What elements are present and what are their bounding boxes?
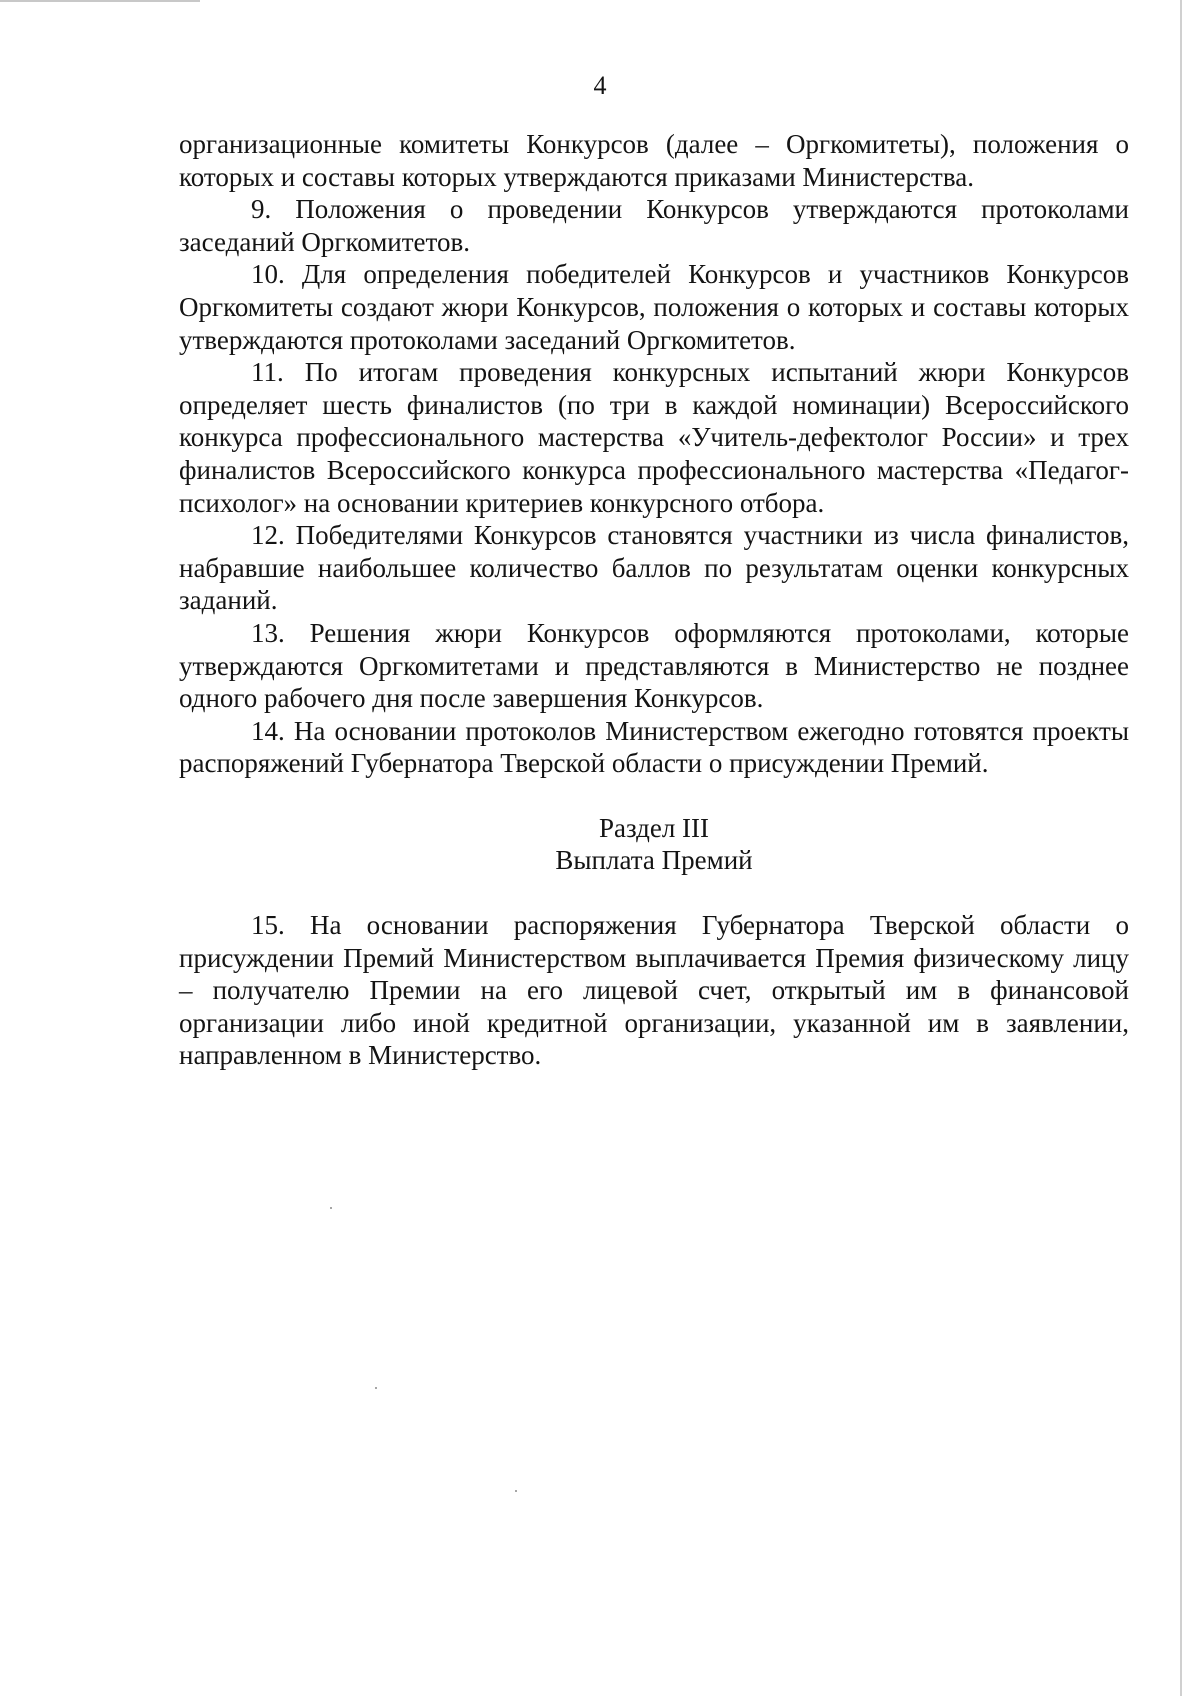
paragraph-item-14: 14. На основании протоколов Министерством ежегодно готовятся проекты распоряжений Губернатора Тверской области о присуждении Премий. (179, 715, 1129, 779)
paragraph-item-9: 9. Положения о проведении Конкурсов утверждаются протоколами заседаний Оргкомитетов. (179, 194, 1129, 257)
section-title: Выплата Премий (555, 845, 753, 876)
paragraph-continuation: организационные комитеты Конкурсов (далее – Оргкомитеты), положения о которых и составы которых утверждаются приказами Министерства. (179, 129, 1129, 192)
section-heading (179, 812, 1129, 877)
scan-speck (330, 1207, 332, 1209)
scan-speck (515, 1490, 517, 1492)
paragraph-item-15: 15. На основании распоряжения Губернатора Тверской области о присуждении Премий Министерством выплачивается Премия физическому лицу – получателю Премии на его лицевой счет, открытый им в финансовой организации либо иной кредитной организации, указанной им в заявлении, направленном в Министерство. (179, 910, 1129, 1071)
scan-edge-mark-top (0, 0, 200, 2)
paragraph-item-13: 13. Решения жюри Конкурсов оформляются протоколами, которые утверждаются Оргкомитетами и представляются в Министерство не позднее одного рабочего дня после завершения Конкурсов. (179, 617, 1129, 714)
scan-speck (375, 1387, 377, 1389)
section-spacer (179, 877, 1129, 909)
paragraph-item-10: 10. Для определения победителей Конкурсов и участников Конкурсов Оргкомитеты создают жюри Конкурсов, положения о которых и составы которых утверждаются протоколами заседаний Оргкомитетов. (179, 259, 1129, 355)
section-label: Раздел III (598, 812, 710, 843)
page-number: 4 (593, 71, 607, 100)
scan-edge-mark-right (1180, 0, 1182, 1696)
paragraph-item-11: 11. По итогам проведения конкурсных испытаний жюри Конкурсов определяет шесть финалистов (по три в каждой номинации) Всероссийского конкурса профессионального мастерства «Учитель-дефектолог России» и трех финалистов Всероссийского конкурса профессионального мастерства «Педагог-психолог» на основании критериев конкурсного отбора. (179, 357, 1129, 518)
document-body (179, 128, 1129, 1072)
paragraph-item-12: 12. Победителями Конкурсов становятся участники из числа финалистов, набравшие наибольшее количество баллов по результатам оценки конкурсных заданий. (179, 520, 1129, 616)
